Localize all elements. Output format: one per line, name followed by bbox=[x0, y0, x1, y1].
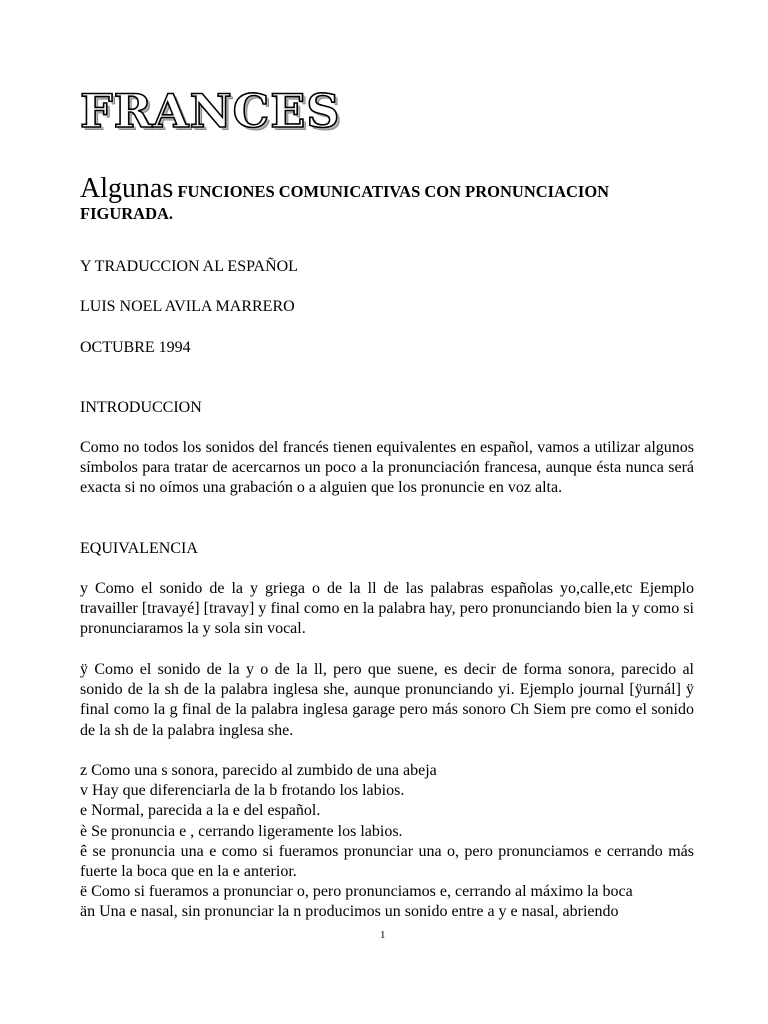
equiv-y-paragraph: y Como el sonido de la y griega o de la ll de las palabras españolas yo,calle,etc Ejemplo travailler [travayé] [travay] y final como en la palabra hay, pero pronunciando bien la y como si pronunciaramos la y sola sin vocal. bbox=[80, 580, 694, 638]
equiv-item-e: e Normal, parecida a la e del español. bbox=[80, 802, 321, 820]
equiv-y-diaeresis-paragraph: ÿ Como el sonido de la y o de la ll, pero que suene, es decir de forma sonora, parecido al sonido de la sh de la palabra inglesa she, aunque pronunciando yi. Ejemplo journal [ÿurnál] ÿ final como la g final de la palabra inglesa garage pero más sonoro Ch Siem pre como el sonido de la sh de la palabra inglesa she. bbox=[80, 661, 694, 739]
author-line: LUIS NOEL AVILA MARRERO bbox=[80, 298, 295, 315]
translation-line: Y TRADUCCION AL ESPAÑOL bbox=[80, 258, 298, 275]
equiv-item-v: v Hay que diferenciarla de la b frotando los labios. bbox=[80, 782, 405, 800]
equivalencia-heading: EQUIVALENCIA bbox=[80, 540, 198, 557]
document-subtitle bbox=[80, 173, 700, 225]
equiv-item-z: z Como una s sonora, parecido al zumbido de una abeja bbox=[80, 762, 437, 779]
equiv-item-e-circumflex: ê se pronuncia una e como si fueramos pronunciar una o, pero pronunciamos e cerrando más fuerte la boca que en la e anterior. bbox=[80, 842, 694, 881]
document-title: FRANCES bbox=[80, 84, 341, 138]
subtitle-rest: FUNCIONES COMUNICATIVAS CON PRONUNCIACION FIGURADA. bbox=[80, 182, 610, 223]
equiv-list bbox=[80, 761, 694, 923]
subtitle-lead: Algunas bbox=[80, 173, 174, 204]
equiv-item-e-grave: è Se pronuncia e , cerrando ligeramente los labios. bbox=[80, 822, 403, 840]
intro-paragraph: Como no todos los sonidos del francés tienen equivalentes en español, vamos a utilizar algunos símbolos para tratar de acercarnos un poco a la pronunciación francesa, aunque ésta nunca será exacta si no oímos una grabación o a alguien que los pronuncie en voz alta. bbox=[80, 439, 694, 497]
intro-heading: INTRODUCCION bbox=[80, 399, 202, 416]
page-number: 1 bbox=[380, 929, 386, 941]
date-line: OCTUBRE 1994 bbox=[80, 339, 191, 356]
equiv-item-e-diaeresis: ë Como si fueramos a pronunciar o, pero pronunciamos e, cerrando al máximo la boca bbox=[80, 883, 633, 901]
equiv-item-a-nasal: än Una e nasal, sin pronunciar la n producimos un sonido entre a y e nasal, abriendo bbox=[80, 903, 619, 921]
